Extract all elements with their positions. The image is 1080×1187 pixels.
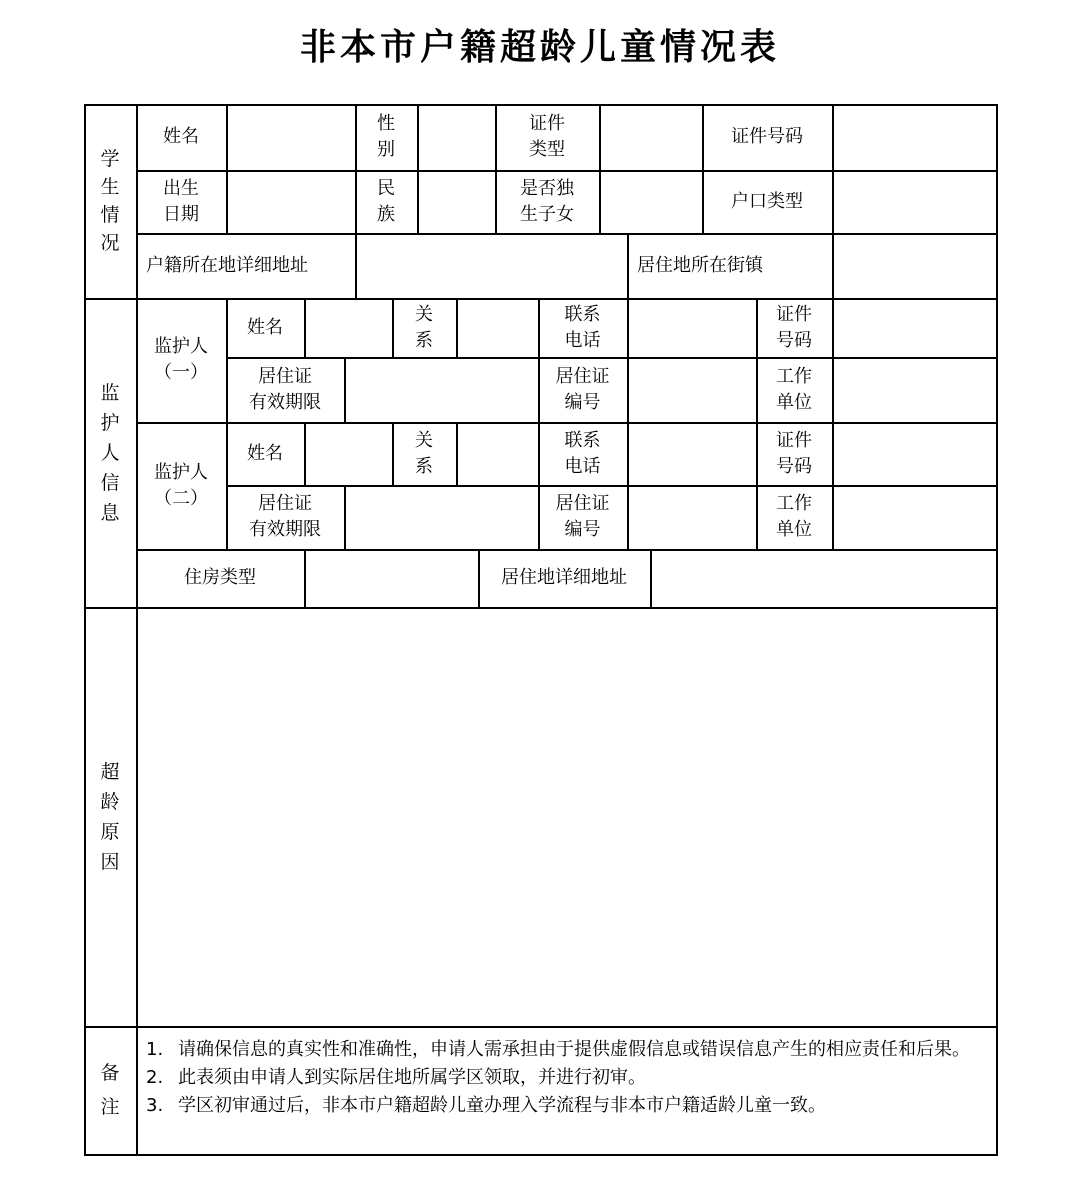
guardian1-name-label: 姓名 bbox=[247, 316, 283, 338]
guardian2-phone-field[interactable] bbox=[627, 422, 756, 485]
student-only-child-field[interactable] bbox=[599, 170, 702, 233]
section-reason-label: 超龄原因 bbox=[100, 760, 120, 873]
student-hukou-type-field[interactable] bbox=[832, 170, 996, 233]
guardian1-id-label: 证件 号码 bbox=[776, 303, 812, 351]
guardian2-permit-validity-label: 居住证 有效期限 bbox=[249, 493, 321, 540]
guardian2-relation-label: 关 系 bbox=[415, 429, 433, 477]
housing-type-label: 住房类型 bbox=[184, 567, 256, 588]
student-name-field[interactable] bbox=[226, 104, 355, 170]
student-birth-label: 出生 日期 bbox=[163, 177, 199, 225]
student-ethnicity-field[interactable] bbox=[417, 170, 495, 233]
student-birth-field[interactable] bbox=[226, 170, 355, 233]
student-hukou-address-label: 户籍所在地详细地址 bbox=[146, 254, 308, 276]
section-student-label: 学生情况 bbox=[100, 148, 120, 254]
remark-item: 2. 此表须由申请人到实际居住地所属学区领取，并进行初审。 bbox=[146, 1067, 646, 1088]
student-id-type-label: 证件 类型 bbox=[529, 113, 565, 160]
student-gender-field[interactable] bbox=[417, 104, 495, 170]
guardian2-relation-field[interactable] bbox=[456, 422, 538, 485]
section-remarks-label: 备注 bbox=[100, 1062, 120, 1118]
guardian1-phone-field[interactable] bbox=[627, 298, 756, 357]
student-residence-street-label: 居住地所在街镇 bbox=[637, 254, 763, 276]
guardian1-employer-field[interactable] bbox=[832, 357, 996, 422]
student-only-child-label: 是否独 生子女 bbox=[520, 177, 574, 225]
guardian2-employer-label: 工作 单位 bbox=[776, 493, 812, 540]
section-guardian-label: 监护人信息 bbox=[100, 381, 120, 524]
student-residence-street-field[interactable] bbox=[832, 233, 996, 298]
guardian1-permit-validity-label: 居住证 有效期限 bbox=[249, 365, 321, 413]
guardian1-name-field[interactable] bbox=[304, 298, 392, 357]
student-hukou-type-label: 户口类型 bbox=[731, 190, 803, 212]
guardian1-id-field[interactable] bbox=[832, 298, 996, 357]
guardian1-phone-label: 联系 电话 bbox=[564, 303, 601, 351]
guardian1-relation-field[interactable] bbox=[456, 298, 538, 357]
reason-field[interactable] bbox=[136, 607, 996, 1026]
guardian1-permit-number-field[interactable] bbox=[627, 357, 756, 422]
student-name-label: 姓名 bbox=[163, 126, 199, 147]
guardian2-id-field[interactable] bbox=[832, 422, 996, 485]
student-hukou-address-field[interactable] bbox=[355, 233, 627, 298]
guardian2-label: 监护人 （二） bbox=[154, 461, 208, 509]
remarks-list bbox=[146, 1036, 992, 1120]
guardian2-employer-field[interactable] bbox=[832, 485, 996, 549]
guardian1-relation-label: 关 系 bbox=[415, 303, 433, 351]
housing-type-field[interactable] bbox=[304, 549, 478, 607]
remark-item: 1. 请确保信息的真实性和准确性，申请人需承担由于提供虚假信息或错误信息产生的相应责任和后果。 bbox=[146, 1039, 970, 1060]
page-title: 非本市户籍超龄儿童情况表 bbox=[299, 26, 780, 68]
guardian2-permit-number-label: 居住证 编号 bbox=[555, 493, 610, 540]
guardian2-permit-number-field[interactable] bbox=[627, 485, 756, 549]
remark-item: 3. 学区初审通过后，非本市户籍超龄儿童办理入学流程与非本市户籍适龄儿童一致。 bbox=[146, 1095, 826, 1116]
guardian2-name-field[interactable] bbox=[304, 422, 392, 485]
guardian2-permit-validity-field[interactable] bbox=[344, 485, 538, 549]
guardian1-permit-validity-field[interactable] bbox=[344, 357, 538, 422]
residence-address-label: 居住地详细地址 bbox=[501, 567, 627, 588]
guardian1-employer-label: 工作 单位 bbox=[776, 365, 812, 413]
residence-address-field[interactable] bbox=[650, 549, 996, 607]
guardian2-id-label: 证件 号码 bbox=[776, 429, 812, 477]
guardian1-permit-number-label: 居住证 编号 bbox=[555, 365, 610, 413]
student-id-type-field[interactable] bbox=[599, 104, 702, 170]
student-id-number-field[interactable] bbox=[832, 104, 996, 170]
student-gender-label: 性 别 bbox=[377, 113, 395, 160]
student-id-number-label: 证件号码 bbox=[731, 126, 803, 147]
guardian2-name-label: 姓名 bbox=[247, 442, 283, 464]
guardian2-phone-label: 联系 电话 bbox=[564, 429, 601, 477]
student-ethnicity-label: 民 族 bbox=[377, 177, 395, 225]
guardian1-label: 监护人 （一） bbox=[154, 336, 208, 383]
